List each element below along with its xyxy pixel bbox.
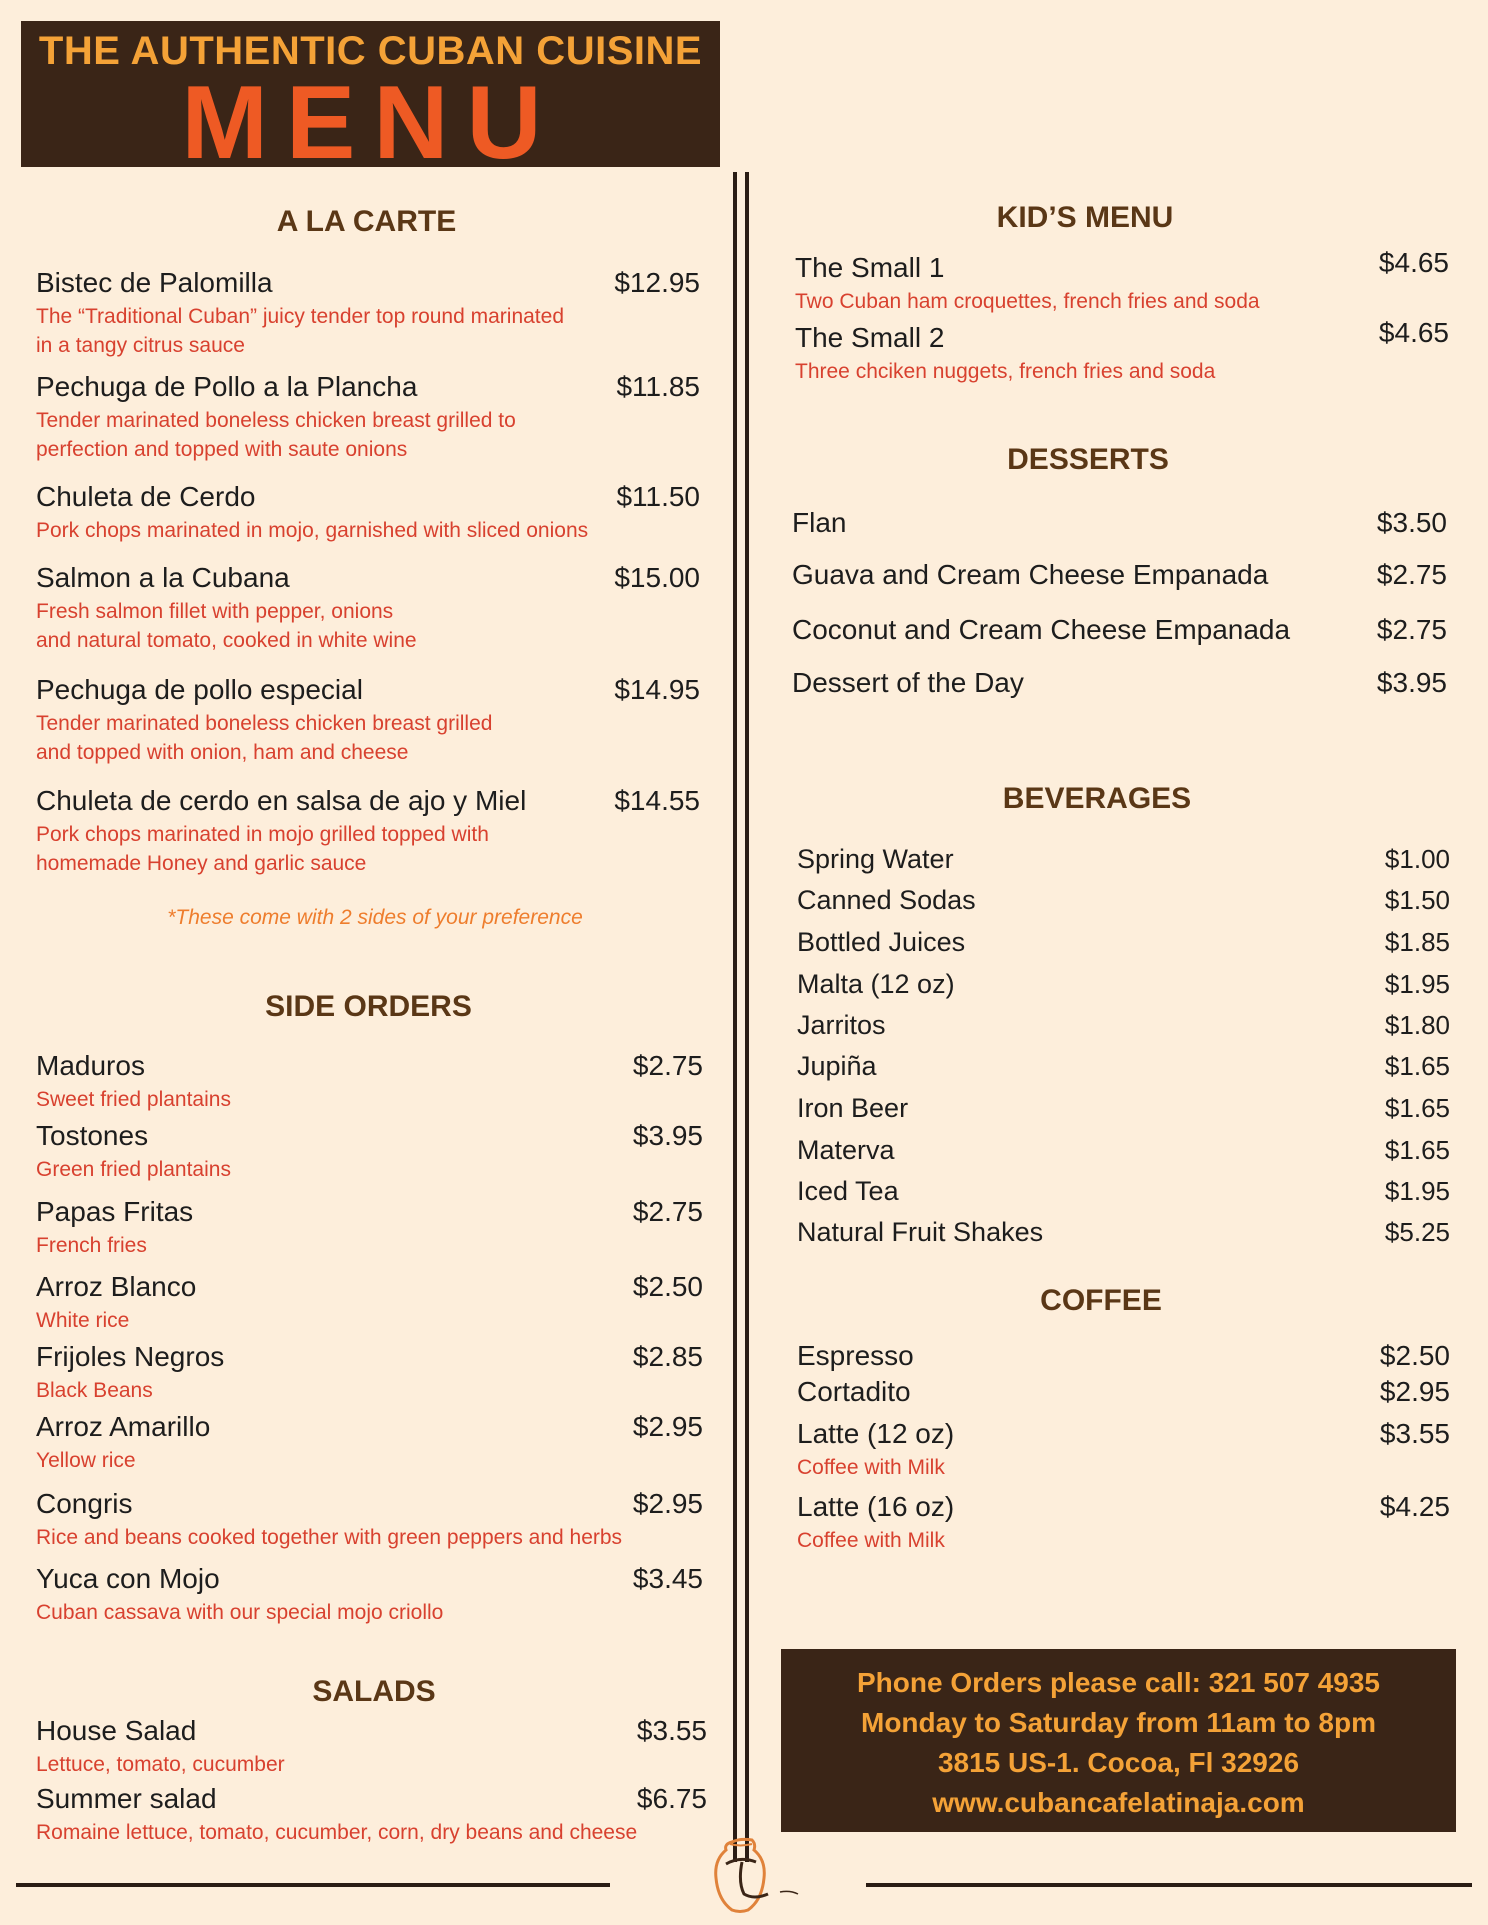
contact-phone: Phone Orders please call: 321 507 4935 [857, 1667, 1380, 1698]
item-price-bistec-de-palomilla: $12.95 [614, 267, 700, 298]
item-desc-congris: Rice and beans cooked together with green peppers and herbs [36, 1526, 623, 1549]
item-price-espresso: $2.50 [1379, 1340, 1450, 1371]
menu-subtitle: THE AUTHENTIC CUBAN CUISINE [38, 29, 703, 73]
item-price-the-small-1: $4.65 [1378, 247, 1449, 278]
item-desc-pechuga-de-pollo-a-la-plancha: Tender marinated boneless chicken breast grilled to [36, 409, 516, 432]
item-name-iced-tea: Iced Tea [797, 1176, 899, 1206]
item-price-tostones: $3.95 [632, 1120, 703, 1151]
item-price-materva: $1.65 [1384, 1135, 1450, 1165]
item-name-flan: Flan [792, 507, 847, 538]
item-desc-summer-salad: Romaine lettuce, tomato, cucumber, corn, dry beans and cheese [36, 1821, 638, 1844]
item-name-jarritos: Jarritos [797, 1010, 886, 1040]
item-price-cortadito: $2.95 [1379, 1376, 1450, 1407]
item-desc-bistec-de-palomilla: in a tangy citrus sauce [36, 334, 245, 357]
item-price-pechuga-de-pollo-especial: $14.95 [614, 674, 700, 705]
section-title-coffee: COFFEE [1040, 1284, 1162, 1317]
section-title-salads: SALADS [312, 1675, 436, 1708]
item-name-tostones: Tostones [36, 1120, 149, 1151]
item-name-the-small-1: The Small 1 [795, 252, 945, 283]
item-name-the-small-2: The Small 2 [795, 322, 945, 353]
item-name-chuleta-de-cerdo: Chuleta de Cerdo [36, 481, 256, 512]
item-desc-bistec-de-palomilla: The “Traditional Cuban” juicy tender top round marinated [36, 305, 565, 328]
item-price-the-small-2: $4.65 [1378, 317, 1449, 348]
item-name-maduros: Maduros [36, 1050, 145, 1081]
item-desc-yuca-con-mojo: Cuban cassava with our special mojo criollo [36, 1601, 444, 1624]
item-price-jarritos: $1.80 [1384, 1010, 1450, 1040]
section-title-kids-menu: KID’S MENU [996, 201, 1174, 234]
item-desc-the-small-2: Three chciken nuggets, french fries and soda [795, 360, 1216, 383]
item-name-house-salad: House Salad [36, 1715, 197, 1746]
item-name-guava-and-cream-cheese-empanada: Guava and Cream Cheese Empanada [792, 559, 1269, 590]
item-price-chuleta-de-cerdo: $11.50 [616, 481, 700, 512]
item-price-canned-sodas: $1.50 [1384, 885, 1450, 915]
item-name-canned-sodas: Canned Sodas [797, 885, 976, 915]
item-price-pechuga-de-pollo-a-la-plancha: $11.85 [616, 371, 700, 402]
sides-note: *These come with 2 sides of your preference [167, 906, 583, 929]
menu-header [21, 21, 720, 181]
item-desc-tostones: Green fried plantains [36, 1158, 231, 1181]
item-desc-arroz-amarillo: Yellow rice [36, 1449, 136, 1472]
item-name-malta-12-oz: Malta (12 oz) [797, 969, 955, 999]
item-name-natural-fruit-shakes: Natural Fruit Shakes [797, 1217, 1044, 1247]
item-price-iced-tea: $1.95 [1384, 1176, 1450, 1206]
item-desc-salmon-a-la-cubana: and natural tomato, cooked in white wine [36, 629, 417, 652]
item-desc-arroz-blanco: White rice [36, 1309, 130, 1332]
item-name-jupina: Jupiña [797, 1051, 877, 1081]
item-desc-latte-12-oz: Coffee with Milk [797, 1456, 945, 1479]
item-name-espresso: Espresso [797, 1340, 914, 1371]
section-title-desserts: DESSERTS [1007, 443, 1169, 476]
item-price-latte-16-oz: $4.25 [1379, 1491, 1450, 1522]
menu-title: MENU [181, 65, 560, 181]
item-price-bottled-juices: $1.85 [1384, 927, 1450, 957]
column-divider-right [745, 172, 749, 1862]
item-price-dessert-of-the-day: $3.95 [1376, 667, 1447, 698]
contact-address: 3815 US-1. Cocoa, Fl 32926 [937, 1747, 1300, 1778]
item-name-cortadito: Cortadito [797, 1376, 911, 1407]
item-name-arroz-blanco: Arroz Blanco [36, 1271, 197, 1302]
section-title-a-la-carte: A LA CARTE [276, 205, 457, 238]
item-price-congris: $2.95 [632, 1488, 703, 1519]
item-price-malta-12-oz: $1.95 [1384, 969, 1450, 999]
item-desc-pechuga-de-pollo-especial: Tender marinated boneless chicken breast grilled [36, 712, 493, 735]
item-price-guava-and-cream-cheese-empanada: $2.75 [1376, 559, 1447, 590]
item-desc-chuleta-de-cerdo-en-salsa-de-ajo-y-miel: Pork chops marinated in mojo grilled topped with [36, 823, 489, 846]
contact-hours: Monday to Saturday from 11am to 8pm [861, 1707, 1376, 1738]
item-name-arroz-amarillo: Arroz Amarillo [36, 1411, 211, 1442]
item-desc-the-small-1: Two Cuban ham croquettes, french fries and soda [795, 290, 1260, 313]
item-price-coconut-and-cream-cheese-empanada: $2.75 [1376, 614, 1447, 645]
item-name-yuca-con-mojo: Yuca con Mojo [36, 1563, 220, 1594]
item-name-congris: Congris [36, 1488, 133, 1519]
item-name-spring-water: Spring Water [797, 844, 954, 874]
item-price-iron-beer: $1.65 [1384, 1093, 1450, 1123]
clay-jar-logo-icon [710, 1834, 814, 1914]
item-name-bistec-de-palomilla: Bistec de Palomilla [36, 267, 273, 298]
item-name-latte-12-oz: Latte (12 oz) [797, 1418, 955, 1449]
item-name-salmon-a-la-cubana: Salmon a la Cubana [36, 562, 290, 593]
item-price-summer-salad: $6.75 [636, 1783, 707, 1814]
item-name-materva: Materva [797, 1135, 895, 1165]
item-price-maduros: $2.75 [632, 1050, 703, 1081]
item-name-coconut-and-cream-cheese-empanada: Coconut and Cream Cheese Empanada [792, 614, 1291, 645]
item-desc-chuleta-de-cerdo: Pork chops marinated in mojo, garnished with sliced onions [36, 519, 589, 542]
item-name-dessert-of-the-day: Dessert of the Day [792, 667, 1024, 698]
item-name-papas-fritas: Papas Fritas [36, 1196, 194, 1227]
item-price-frijoles-negros: $2.85 [632, 1341, 703, 1372]
item-name-bottled-juices: Bottled Juices [797, 927, 966, 957]
item-price-house-salad: $3.55 [636, 1715, 707, 1746]
item-price-spring-water: $1.00 [1384, 844, 1450, 874]
item-name-latte-16-oz: Latte (16 oz) [797, 1491, 955, 1522]
item-price-jupina: $1.65 [1384, 1051, 1450, 1081]
item-price-arroz-blanco: $2.50 [632, 1271, 703, 1302]
item-price-latte-12-oz: $3.55 [1379, 1418, 1450, 1449]
item-name-iron-beer: Iron Beer [797, 1093, 909, 1123]
item-name-chuleta-de-cerdo-en-salsa-de-ajo-y-miel: Chuleta de cerdo en salsa de ajo y Miel [36, 785, 527, 816]
item-price-salmon-a-la-cubana: $15.00 [614, 562, 700, 593]
item-desc-papas-fritas: French fries [36, 1234, 147, 1257]
item-desc-chuleta-de-cerdo-en-salsa-de-ajo-y-miel: homemade Honey and garlic sauce [36, 852, 367, 875]
item-price-arroz-amarillo: $2.95 [632, 1411, 703, 1442]
section-title-side-orders: SIDE ORDERS [265, 990, 472, 1023]
item-name-frijoles-negros: Frijoles Negros [36, 1341, 225, 1372]
section-title-beverages: BEVERAGES [1002, 782, 1192, 815]
item-desc-pechuga-de-pollo-especial: and topped with onion, ham and cheese [36, 741, 409, 764]
item-desc-pechuga-de-pollo-a-la-plancha: perfection and topped with saute onions [36, 438, 408, 461]
contact-website[interactable]: www.cubancafelatinaja.com [932, 1787, 1305, 1818]
item-name-pechuga-de-pollo-a-la-plancha: Pechuga de Pollo a la Plancha [36, 371, 418, 402]
item-price-papas-fritas: $2.75 [632, 1196, 703, 1227]
item-desc-frijoles-negros: Black Beans [36, 1379, 153, 1402]
item-desc-salmon-a-la-cubana: Fresh salmon fillet with pepper, onions [36, 600, 394, 623]
footer-rule-right [866, 1883, 1472, 1887]
item-price-yuca-con-mojo: $3.45 [632, 1563, 703, 1594]
contact-box [781, 1649, 1456, 1832]
item-name-summer-salad: Summer salad [36, 1783, 217, 1814]
item-price-flan: $3.50 [1376, 507, 1447, 538]
item-name-pechuga-de-pollo-especial: Pechuga de pollo especial [36, 674, 363, 705]
item-desc-house-salad: Lettuce, tomato, cucumber [36, 1753, 285, 1776]
footer-rule-left [16, 1883, 610, 1887]
item-desc-latte-16-oz: Coffee with Milk [797, 1529, 945, 1552]
item-price-chuleta-de-cerdo-en-salsa-de-ajo-y-miel: $14.55 [614, 785, 700, 816]
item-price-natural-fruit-shakes: $5.25 [1384, 1217, 1450, 1247]
item-desc-maduros: Sweet fried plantains [36, 1088, 231, 1111]
